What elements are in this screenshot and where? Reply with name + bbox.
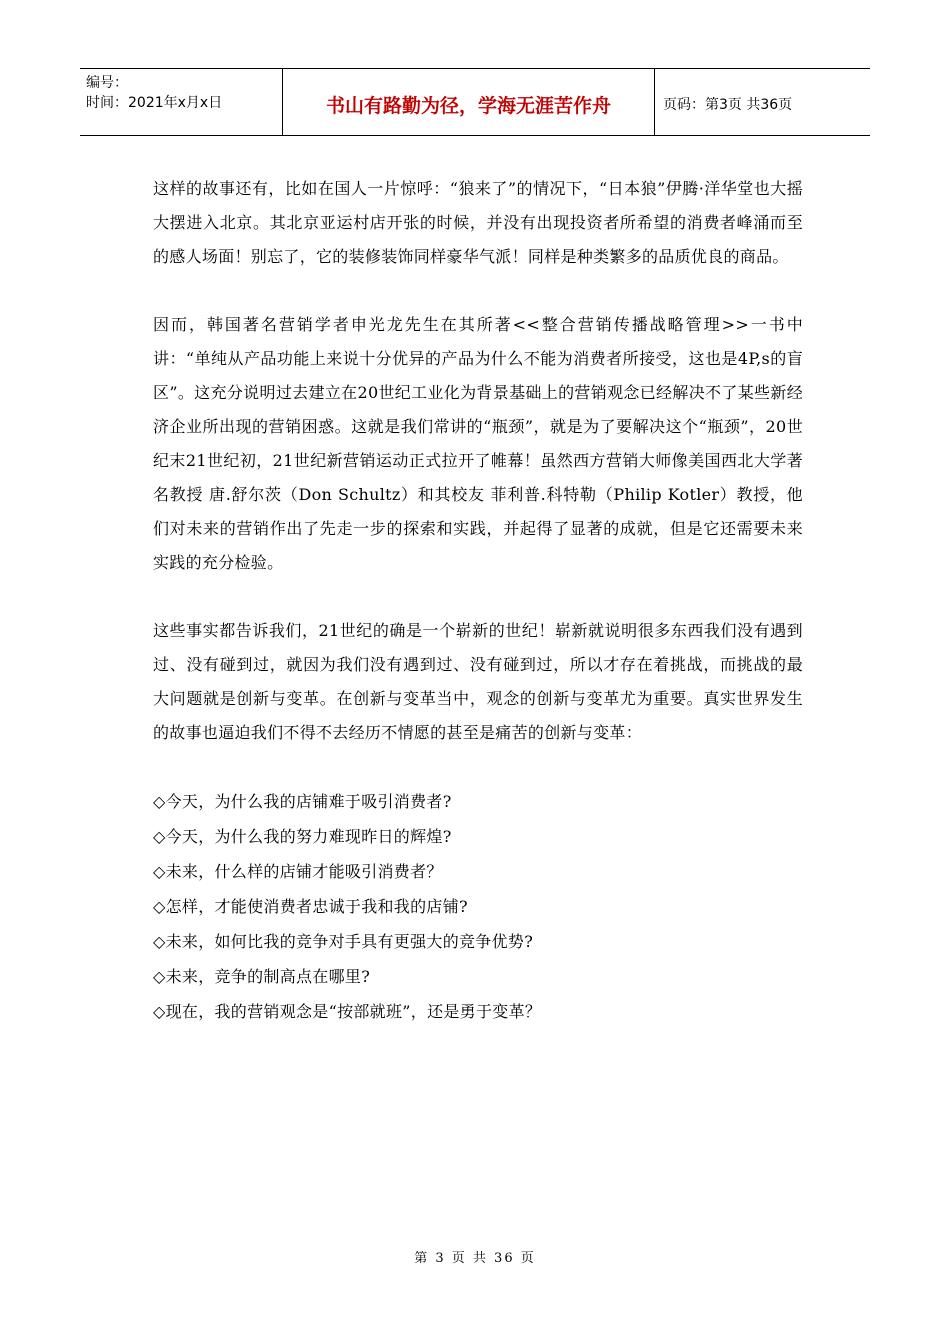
list-item: ◇今天，为什么我的店铺难于吸引消费者? — [153, 792, 452, 811]
list-item: ◇怎样，才能使消费者忠诚于我和我的店铺? — [153, 897, 468, 916]
paragraph: 因而，韩国著名营销学者申光龙先生在其所著<<整合营销传播战略管理>>一书中讲：“单纯从产品功能上来说十分优异的产品为什么不能为消费者所接受，这也是4P,s的盲区”。这充分说明过去建立在20世纪工业化为背景基础上的营销观念已经解决不了某些新经济企业所出现的营销困惑。这就是我们常讲的“瓶颈”，就是为了要解决这个“瓶颈”，20世纪末21世纪初，21世纪新营销运动正式拉开了帷幕！虽然西方营销大师像美国西北大学著名教授 唐.舒尔茨（Don Schultz）和其校友 菲利普.科特勒（Philip Kotler）教授，他们对未来的营销作出了先走一步的探索和实践，并起得了显著的成就，但是它还需要未来实践的充分检验。 — [153, 315, 803, 572]
document-body — [153, 172, 803, 1029]
footer-page-number: 第 3 页 共 36 页 — [414, 1251, 536, 1266]
header-motto-cell — [283, 69, 655, 135]
list-item: ◇今天，为什么我的努力难现昨日的辉煌? — [153, 827, 452, 846]
page-header — [80, 68, 870, 136]
document-number-label: 编号： — [86, 75, 128, 91]
header-motto: 书山有路勤为径，学海无涯苦作舟 — [325, 94, 611, 117]
list-item: ◇未来，如何比我的竞争对手具有更强大的竞争优势? — [153, 932, 534, 951]
list-item: ◇未来，竞争的制高点在哪里? — [153, 967, 371, 986]
list-item: ◇未来，什么样的店铺才能吸引消费者？ — [153, 862, 443, 881]
header-info-cell — [80, 69, 283, 135]
paragraph: 这些事实都告诉我们，21世纪的确是一个崭新的世纪！崭新就说明很多东西我们没有遇到过、没有碰到过，就因为我们没有遇到过、没有碰到过，所以才存在着挑战，而挑战的最大问题就是创新与变革。在创新与变革当中，观念的创新与变革尤为重要。真实世界发生的故事也逼迫我们不得不去经历不情愿的甚至是痛苦的创新与变革： — [153, 621, 803, 742]
paragraph: 这样的故事还有，比如在国人一片惊呼：“狼来了”的情况下，“日本狼”伊腾·洋华堂也大摇大摆进入北京。其北京亚运村店开张的时候，并没有出现投资者所希望的消费者峰涌而至的感人场面！别忘了，它的装修装饰同样豪华气派！同样是种类繁多的品质优良的商品。 — [153, 179, 803, 266]
question-list — [153, 784, 803, 1029]
document-date-label: 时间：2021年x月x日 — [86, 95, 223, 111]
page-footer — [0, 1247, 950, 1266]
header-page-number: 页码：第3页 共36页 — [663, 97, 793, 113]
list-item: ◇现在，我的营销观念是“按部就班”，还是勇于变革？ — [153, 1002, 542, 1021]
header-page-cell — [655, 69, 870, 135]
